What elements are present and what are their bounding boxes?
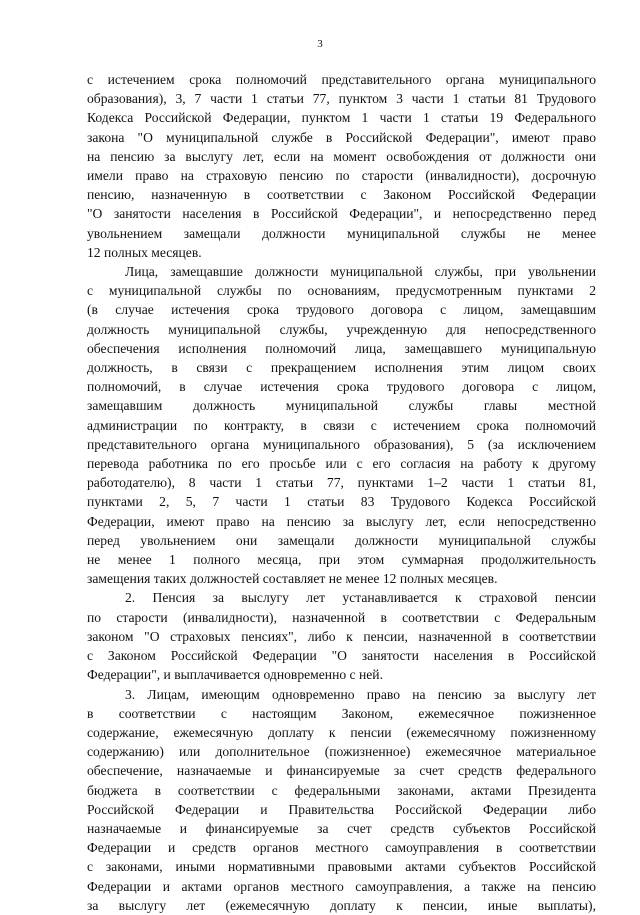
paragraph-persons-dismissed — [87, 262, 596, 588]
text-line: Федерации и актами органов местного самоуправления, а также на пенсию — [87, 878, 596, 894]
text-line: пенсию, назначенную в соответствии с Законом Российской Федерации — [87, 187, 596, 203]
text-line: обеспечение, назначаемые и финансируемые за счет средств федерального — [87, 763, 596, 779]
text-line: содержанию) или дополнительное (пожизненное) ежемесячное материальное — [87, 744, 596, 760]
text-line: обеспечения исполнения полномочий лица, замещавшего муниципальную — [87, 340, 596, 356]
text-line: должность муниципальной службы, учрежденную для непосредственного — [87, 321, 596, 337]
paragraph-continued — [87, 70, 596, 262]
text-line: полномочий, в случае истечения срока трудового договора с лицом, — [87, 379, 596, 395]
text-line: пунктами 2, 5, 7 части 1 статьи 83 Трудового Кодекса Российской — [87, 494, 596, 510]
text-line: должность, в связи с прекращением исполнения этим лицом своих — [87, 360, 596, 376]
text-line: работодателю), 8 части 1 статьи 77, пунктами 1–2 части 1 статьи 81, — [87, 475, 596, 491]
text-line: (в случае истечения срока трудового договора с лицом, замещавшим — [87, 302, 596, 318]
text-line: назначаемые и финансируемые за счет средств субъектов Российской — [87, 820, 596, 836]
document-body — [87, 70, 596, 915]
text-line: Федерации и средств органов местного самоуправления в соответствии — [87, 840, 596, 856]
text-line: Кодекса Российской Федерации, пунктом 1 части 1 статьи 19 Федерального — [87, 110, 596, 126]
text-line: 3. Лицам, имеющим одновременно право на пенсию за выслугу лет — [125, 686, 596, 702]
paragraph-item-2 — [87, 588, 596, 684]
text-line: перевода работника по его просьбе или с его согласия на работу к другому — [87, 456, 596, 472]
text-line: с Законом Российской Федерации "О занятости населения в Российской — [87, 648, 596, 664]
text-line: с истечением срока полномочий представительного органа муниципального — [87, 72, 596, 87]
text-line: не менее 1 полного месяца, при этом суммарная продолжительность — [87, 552, 596, 568]
text-line: замещения таких должностей составляет не менее 12 полных месяцев. — [87, 571, 498, 587]
text-line: закона "О муниципальной службе в Российской Федерации", имеют право — [87, 129, 596, 145]
text-line: Лица, замещавшие должности муниципальной службы, при увольнении — [125, 264, 596, 280]
text-line: образования), 3, 7 части 1 статьи 77, пунктом 3 части 1 статьи 81 Трудового — [87, 91, 596, 107]
text-line: Федерации", и выплачивается одновременно с ней. — [87, 667, 383, 683]
paragraph-item-3 — [87, 685, 596, 915]
text-line: на пенсию за выслугу лет, если на момент освобождения от должности они — [87, 148, 596, 164]
text-line: с муниципальной службы по основаниям, предусмотренным пунктами 2 — [87, 283, 596, 299]
text-line: 12 полных месяцев. — [87, 244, 202, 260]
text-line: имели право на страховую пенсию по старости (инвалидности), досрочную — [87, 168, 596, 184]
text-line: по старости (инвалидности), назначенной в соответствии с Федеральным — [87, 609, 596, 625]
text-line: в соответствии с настоящим Законом, ежемесячное пожизненное — [87, 705, 596, 721]
text-line: "О занятости населения в Российской Федерации", и непосредственно перед — [87, 206, 596, 222]
text-line: замещавшим должность муниципальной службы главы местной — [87, 398, 596, 414]
text-line: бюджета в соответствии с федеральными законами, актами Президента — [87, 782, 596, 798]
text-line: за выслугу лет (ежемесячную доплату к пенсии, иные выплаты), — [87, 897, 596, 913]
text-line: законом "О страховых пенсиях", либо к пенсии, назначенной в соответствии — [87, 628, 596, 644]
text-line: представительного органа муниципального образования), 5 (за исключением — [87, 436, 596, 452]
text-line: 2. Пенсия за выслугу лет устанавливается к страховой пенсии — [125, 590, 596, 606]
text-line: перед увольнением они замещали должности муниципальной службы — [87, 532, 596, 548]
text-line: увольнением замещали должности муниципальной службы не менее — [87, 225, 596, 241]
text-line: администрации по контракту, в связи с истечением срока полномочий — [87, 417, 596, 433]
page-number: 3 — [317, 38, 323, 50]
text-line: с законами, иными нормативными правовыми актами субъектов Российской — [87, 859, 596, 875]
text-line: содержание, ежемесячную доплату к пенсии (ежемесячному пожизненному — [87, 724, 596, 740]
text-line: Российской Федерации и Правительства Российской Федерации либо — [87, 801, 596, 817]
text-line: Федерации, имеют право на пенсию за выслугу лет, если непосредственно — [87, 513, 596, 529]
